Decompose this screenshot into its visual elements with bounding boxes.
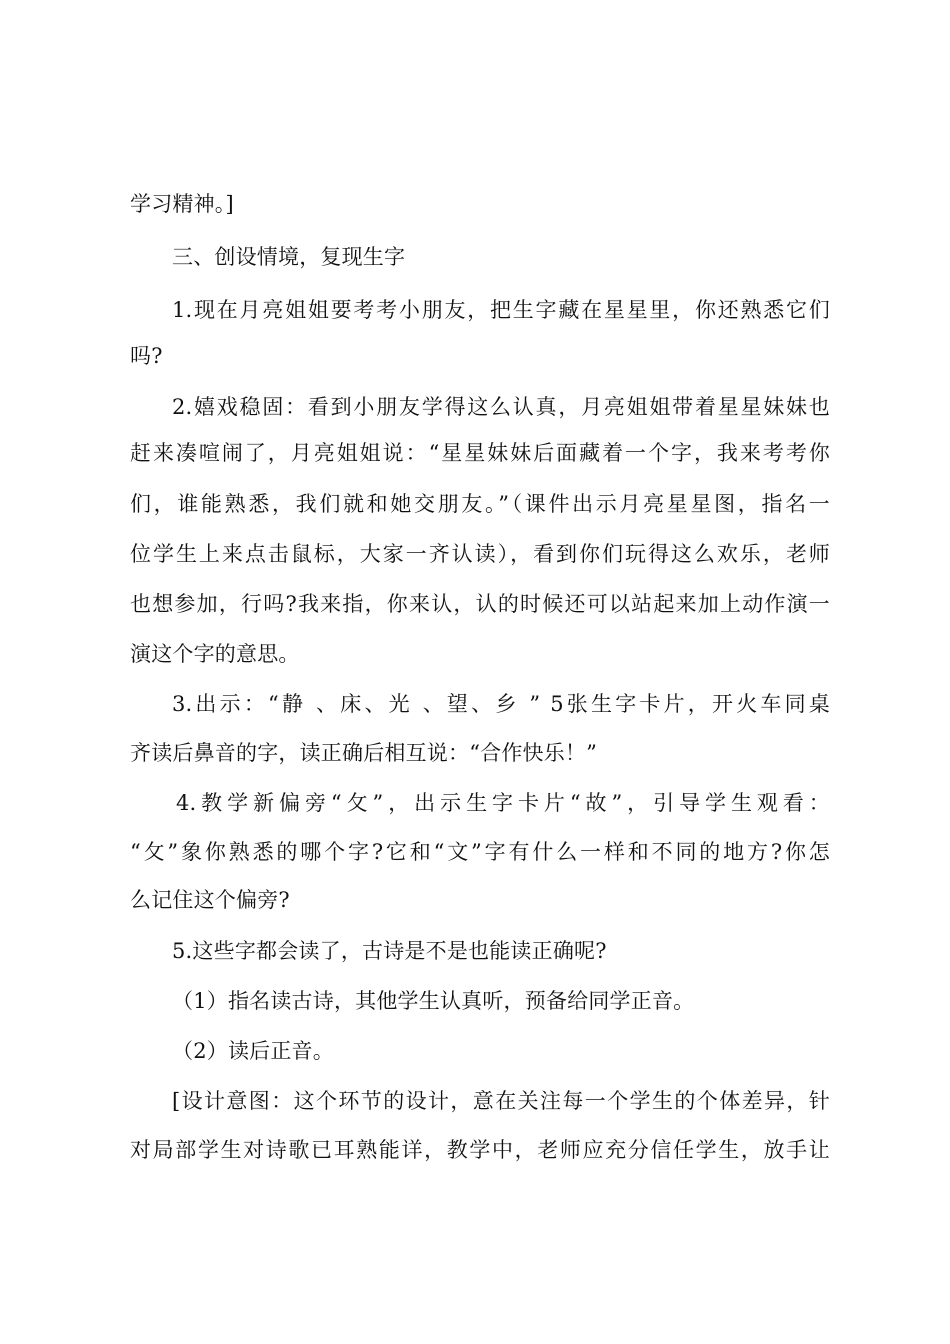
text-line: 也想参加，行吗?我来指，你来认，认的时候还可以站起来加上动作演一 (130, 592, 830, 616)
text-line: [设计意图：这个环节的设计，意在关注每一个学生的个体差异，针 (172, 1089, 830, 1113)
text-line: 吗? (130, 344, 163, 368)
section-heading: 三、创设情境，复现生字 (172, 245, 406, 269)
text-line: 5.这些字都会读了，古诗是不是也能读正确呢? (172, 939, 607, 963)
text-line: 位学生上来点击鼠标，大家一齐认读），看到你们玩得这么欢乐，老师 (130, 542, 830, 566)
text-line: 们，谁能熟悉，我们就和她交朋友。”（课件出示月亮星星图，指名一 (130, 492, 830, 516)
text-line: 2.嬉戏稳固：看到小朋友学得这么认真，月亮姐姐带着星星妹妹也 (172, 395, 830, 419)
text-line: 么记住这个偏旁? (130, 888, 290, 912)
text-line: （1）指名读古诗，其他学生认真听，预备给同学正音。 (172, 989, 695, 1013)
text-line: 1.现在月亮姐姐要考考小朋友，把生字藏在星星里，你还熟悉它们 (172, 298, 830, 322)
text-line: 4.教学新偏旁“攵”，出示生字卡片“故”，引导学生观看： (176, 791, 830, 815)
text-line: 赶来凑喧闹了，月亮姐姐说：“星星妹妹后面藏着一个字，我来考考你 (130, 441, 830, 465)
text-line: （2）读后正音。 (172, 1039, 334, 1063)
text-line: 齐读后鼻音的字，读正确后相互说：“合作快乐！” (130, 741, 598, 765)
text-line: 学习精神。] (130, 192, 234, 216)
text-line: 对局部学生对诗歌已耳熟能详，教学中，老师应充分信任学生，放手让 (130, 1138, 830, 1162)
text-line: 演这个字的意思。 (130, 642, 300, 666)
text-line: “攵”象你熟悉的哪个字?它和“文”字有什么一样和不同的地方?你怎 (130, 840, 830, 864)
text-line: 3.出示：“静 、床、光 、望、乡 ” 5张生字卡片，开火车同桌 (172, 692, 830, 716)
